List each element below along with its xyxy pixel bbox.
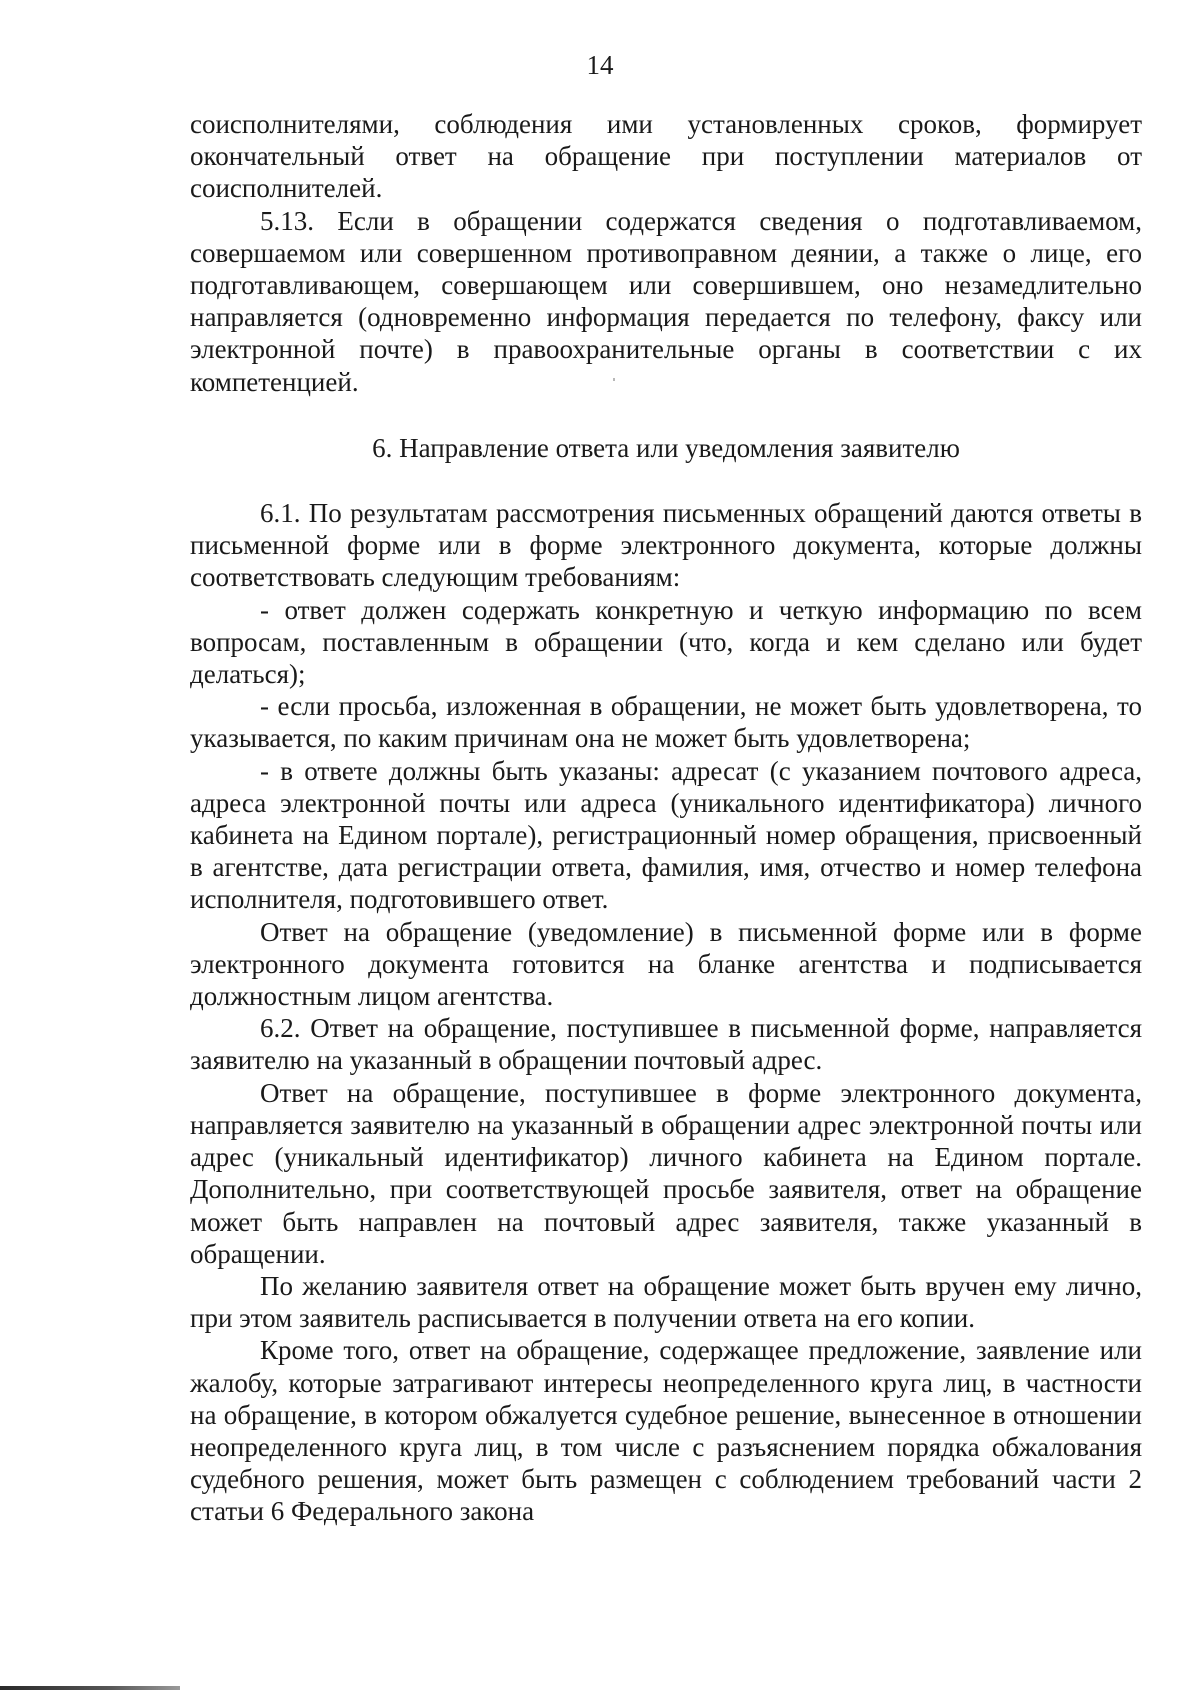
requirement-item: - ответ должен содержать конкретную и четкую информацию по всем вопросам, поставленным в обращении (что, когда и кем сделано или будет делаться); bbox=[190, 594, 1142, 690]
paragraph-6-1: 6.1. По результатам рассмотрения письменных обращений даются ответы в письменной форме или в форме электронного документа, которые должны соответствовать следующим требованиям: bbox=[190, 498, 1142, 593]
paragraph-electronic-reply: Ответ на обращение, поступившее в форме электронного документа, направляется заявителю на указанный в обращении адрес электронной почты или адрес (уникальный идентификатор) личного кабинета на Едином портале. Дополнительно, при соответствующей просьбе заявителя, ответ на обращение может быть направлен на почтовый адрес заявителя, также указанный в обращении. bbox=[190, 1077, 1142, 1269]
paragraph-public-posting: Кроме того, ответ на обращение, содержащее предложение, заявление или жалобу, которые затрагивают интересы неопределенного круга лиц, в частности на обращение, в котором обжалуется судебное решение, вынесенное в отношении неопределенного круга лиц, в том числе с разъяснением порядка обжалования судебного решения, может быть размещен с соблюдением требований части 2 статьи 6 Федерального закона bbox=[190, 1335, 1142, 1527]
page-number: 14 bbox=[586, 50, 614, 80]
document-body bbox=[190, 108, 1142, 1528]
paragraph-blank-form: Ответ на обращение (уведомление) в письменной форме или в форме электронного документа готовится на бланке агентства и подписывается должностным лицом агентства. bbox=[190, 916, 1142, 1012]
requirement-item: - в ответе должны быть указаны: адресат (с указанием почтового адреса, адреса электронной почты или адреса (уникального идентификатора) личного кабинета на Едином портале), регистрационный номер обращения, присвоенный в агентстве, дата регистрации ответа, фамилия, имя, отчество и номер телефона исполнителя, подготовившего ответ. bbox=[190, 755, 1142, 915]
scan-speck bbox=[613, 378, 615, 381]
paragraph-6-2: 6.2. Ответ на обращение, поступившее в письменной форме, направляется заявителю на указанный в обращении почтовый адрес. bbox=[190, 1013, 1142, 1076]
paragraph-continuation: соисполнителями, соблюдения ими установленных сроков, формирует окончательный ответ на обращение при поступлении материалов от соисполнителей. bbox=[190, 109, 1142, 204]
requirement-item: - если просьба, изложенная в обращении, не может быть удовлетворена, то указывается, по каким причинам она не может быть удовлетворена; bbox=[190, 691, 1142, 754]
scan-edge-mark bbox=[0, 1686, 180, 1690]
paragraph-personal-delivery: По желанию заявителя ответ на обращение может быть вручен ему лично, при этом заявитель расписывается в получении ответа на его копии. bbox=[190, 1270, 1142, 1334]
paragraph-5-13: 5.13. Если в обращении содержатся сведения о подготавливаемом, совершаемом или совершенном противоправном деянии, а также о лице, его подготавливающем, совершающем или совершившем, оно незамедлительно направляется (одновременно информация передается по телефону, факсу или электронной почте) в правоохранительные органы в соответствии с их компетенцией. bbox=[190, 205, 1142, 397]
section-heading: 6. Направление ответа или уведомления заявителю bbox=[372, 432, 960, 463]
